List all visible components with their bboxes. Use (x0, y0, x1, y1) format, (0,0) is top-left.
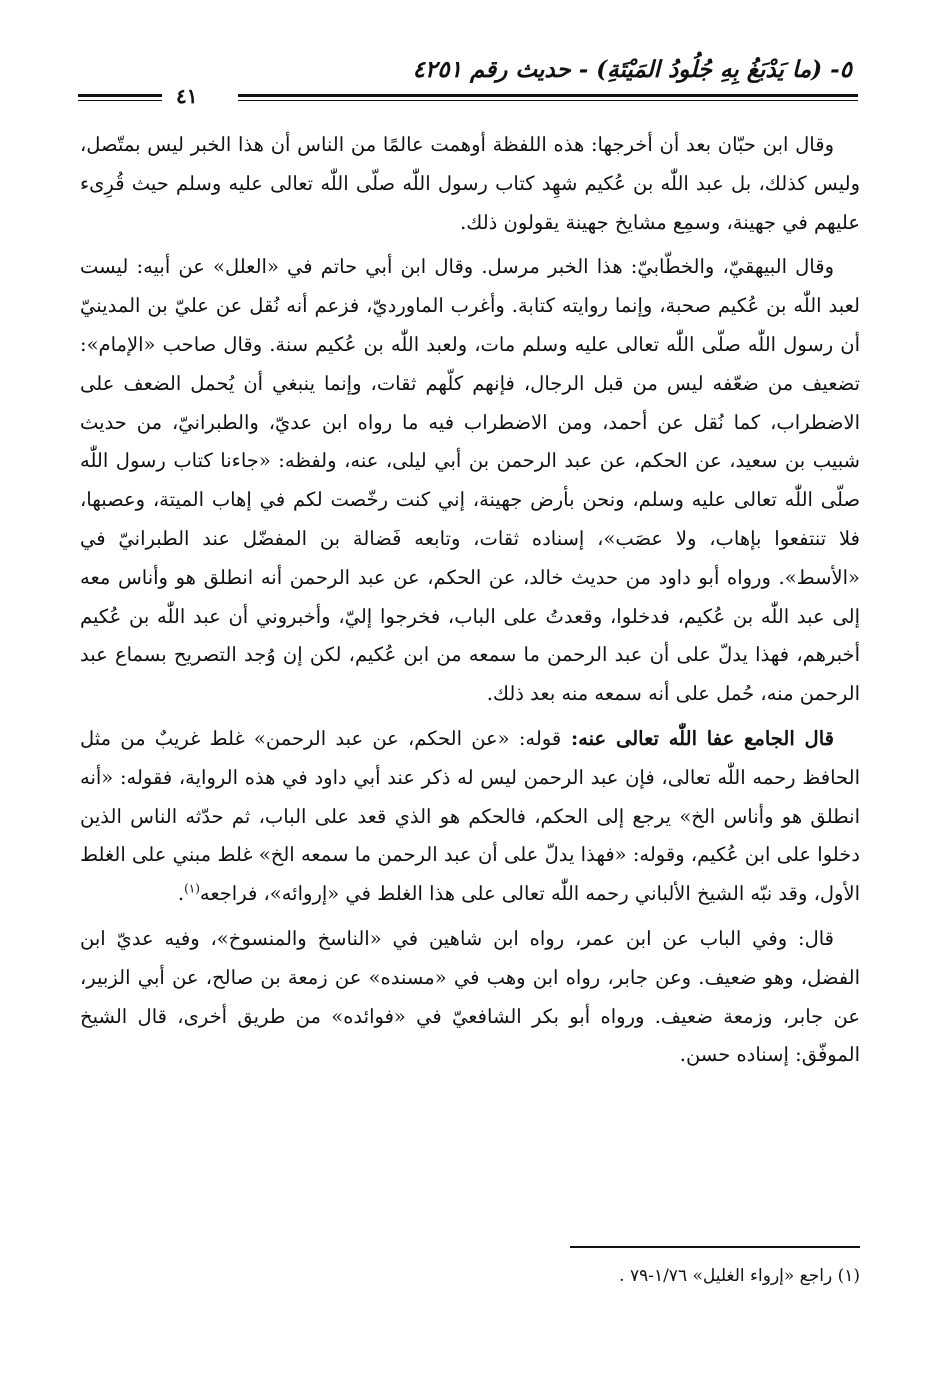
main-text (80, 126, 860, 1081)
footnote-reference[interactable]: (١) (184, 881, 200, 896)
paragraph-3 (80, 720, 860, 914)
footnote: (١) راجع «إرواء الغليل» ١/٧٦-٧٩ . (619, 1266, 860, 1286)
paragraph-1 (80, 126, 860, 242)
paragraph-4 (80, 920, 860, 1075)
paragraph-text: وقال البيهقيّ، والخطّابيّ: هذا الخبر مرسل. وقال ابن أبي حاتم في «العلل» عن أبيه: ليست لعبد اللّٰه بن عُكيم صحبة، وإنما روايته كتابة. وأغرب الماورديّ، فزعم أنه نُقل عن عليّ بن المدينيّ أن رسول اللّٰه صلّى اللّٰه تعالى عليه وسلم مات، ولعبد اللّٰه بن عُكيم سنة. وقال صاحب «الإمام»: تضعيف من ضعّفه ليس من قبل الرجال، فإنهم كلّهم ثقات، وإنما ينبغي أن يُحمل الضعف على الاضطراب، كما نُقل عن أحمد، ومن الاضطراب فيه ما رواه ابن عديّ، والطبرانيّ، من حديث شبيب بن سعيد، عن الحكم، عن عبد الرحمن بن أبي ليلى، عنه، ولفظه: «جاءنا كتاب رسول اللّٰه صلّى اللّٰه تعالى عليه وسلم، ونحن بأرض جهينة، إني كنت رخّصت لكم في إهاب الميتة، وعصبها، فلا تنتفعوا بإهاب، ولا عصَب»، إسناده ثقات، وتابعه فَضالة بن المفضّل عند الطبرانيّ في «الأسط». ورواه أبو داود من حديث خالد، عن الحكم، عن عبد الرحمن أنه انطلق هو وأناس معه إلى عبد اللّٰه بن عُكيم، فدخلوا، وقعدتُ على الباب، فخرجوا إليّ، وأخبروني أن عبد اللّٰه بن عُكيم أخبرهم، فهذا يدلّ على أن عبد الرحمن ما سمعه من ابن عُكيم، لكن إن وُجد التصريح بسماع عبد الرحمن منه، حُمل على أنه سمعه منه بعد ذلك. (80, 255, 860, 706)
paragraph-tail: . (177, 882, 185, 906)
paragraph-text: قال: وفي الباب عن ابن عمر، رواه ابن شاهين في «الناسخ والمنسوخ»، وفيه عديّ ابن الفضل، وهو ضعيف. وعن جابر، رواه ابن وهب في «مسنده» عن زمعة بن صالح، عن أبي الزبير، عن جابر، وزمعة ضعيف. ورواه أبو بكر الشافعيّ في «فوائده» من طريق أخرى، قال الشيخ الموفّق: إسناده حسن. (80, 926, 860, 1067)
running-header (78, 56, 858, 116)
paragraph-text: قوله: «عن الحكم، عن عبد الرحمن» غلط غريبٌ من مثل الحافظ رحمه اللّٰه تعالى، فإن عبد الرحمن ليس له ذكر عند أبي داود في هذه الرواية، فقوله: «أنه انطلق هو وأناس الخ» يرجع إلى الحكم، فالحكم هو الذي قعد على الباب، ثم حدّثه الناس الذين دخلوا على ابن عُكيم، وقوله: «فهذا يدلّ على أن عبد الرحمن ما سمعه الخ» غلط مبني على الغلط الأول، وقد نبّه الشيخ الألباني رحمه اللّٰه تعالى على هذا الغلط في «إروائه»، فراجعه (80, 726, 860, 906)
chapter-title: ٥- (ما يَدْبَغُ بِهِ جُلُودُ المَيْتَةِ) - حديث رقم ٤٢٥١ (412, 56, 852, 83)
paragraph-2 (80, 248, 860, 714)
author-comment-lead: قال الجامع عفا اللّٰه تعالى عنه: (561, 726, 834, 750)
header-rule-short (78, 94, 162, 101)
paragraph-text: وقال ابن حبّان بعد أن أخرجها: هذه اللفظة أوهمت عالمًا من الناس أن هذا الخبر ليس بمتّصل، وليس كذلك، بل عبد اللّٰه بن عُكيم شهِد كتاب رسول اللّٰه صلّى اللّٰه تعالى عليه وسلم حيث قُرِىء عليهم في جهينة، وسمِع مشايخ جهينة يقولون ذلك. (80, 133, 860, 234)
header-rule (238, 94, 858, 101)
page-number: ٤١ (176, 84, 198, 108)
footnote-divider (570, 1246, 860, 1248)
